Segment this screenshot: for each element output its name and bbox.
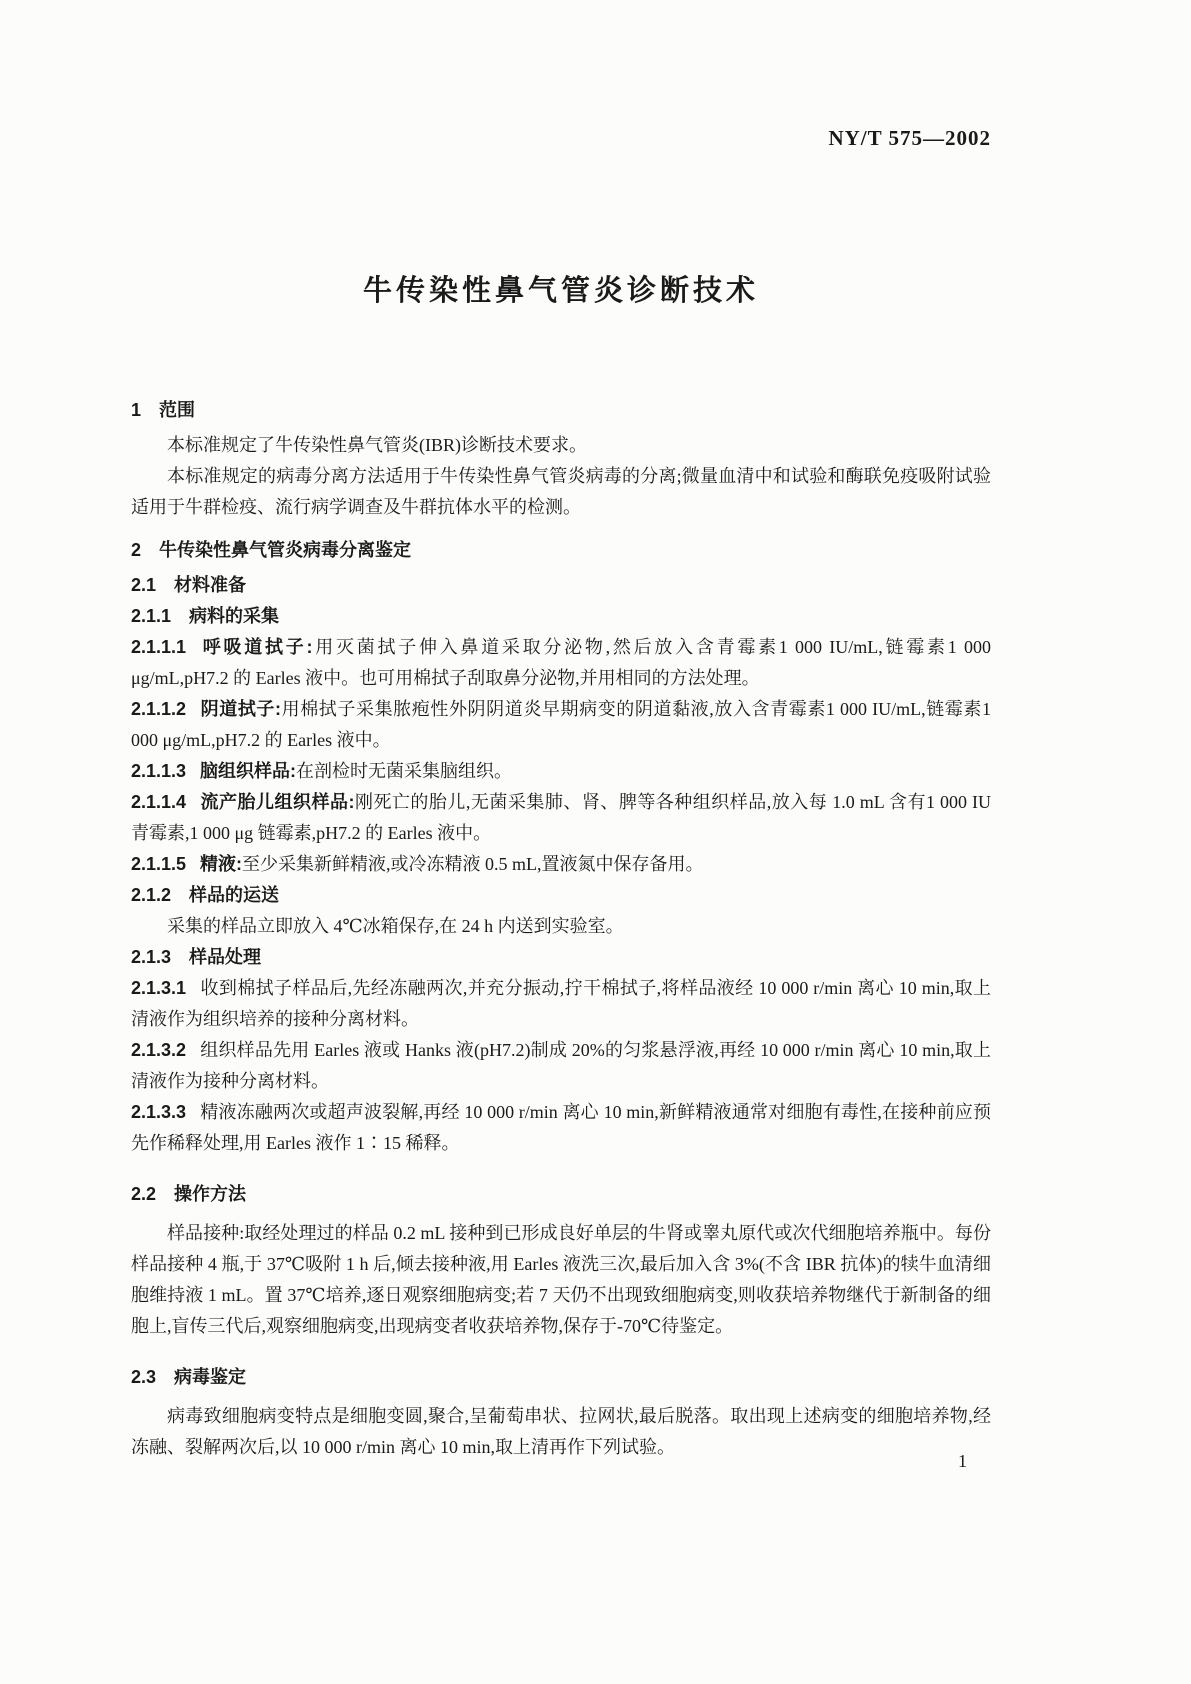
clause-paragraph-2-1-1-2 xyxy=(131,694,991,756)
clause-number: 1 xyxy=(131,400,142,420)
standard-number: NY/T 575—2002 xyxy=(828,126,991,150)
clause-heading-2-2 xyxy=(131,1179,991,1210)
clause-paragraph-2-1-3-1 xyxy=(131,973,991,1035)
clause-paragraph-2-1-1-1 xyxy=(131,632,991,694)
clause-title: 范围 xyxy=(159,400,196,420)
clause-number: 2.1.3.2 xyxy=(131,1040,187,1060)
clause-text: 至少采集新鲜精液,或冷冻精液 0.5 mL,置液氮中保存备用。 xyxy=(242,854,704,874)
clause-number: 2.1 xyxy=(131,575,157,595)
body-paragraph: 采集的样品立即放入 4℃冰箱保存,在 24 h 内送到实验室。 xyxy=(167,916,624,936)
clause-text: 刚死亡的胎儿,无菌采集肺、肾、脾等各种组织样品,放入每 1.0 mL 含有1 000 IU 青霉素,1 000 μg 链霉素,pH7.2 的 Earles 液中。 xyxy=(131,792,991,843)
clause-title: 病料的采集 xyxy=(189,606,280,626)
clause-text: 收到棉拭子样品后,先经冻融两次,并充分振动,拧干棉拭子,将样品液经 10 000 r/min 离心 10 min,取上清液作为组织培养的接种分离材料。 xyxy=(131,978,991,1029)
clause-paragraph-2-1-3-2 xyxy=(131,1035,991,1097)
body-paragraph: 本标准规定了牛传染性鼻气管炎(IBR)诊断技术要求。 xyxy=(167,435,587,455)
clause-text: 组织样品先用 Earles 液或 Hanks 液(pH7.2)制成 20%的匀浆悬浮液,再经 10 000 r/min 离心 10 min,取上清液作为接种分离材料。 xyxy=(131,1040,991,1091)
clause-text: 在剖检时无菌采集脑组织。 xyxy=(296,761,513,781)
clause-text: 精液冻融两次或超声波裂解,再经 10 000 r/min 离心 10 min,新鲜精液通常对细胞有毒性,在接种前应预先作稀释处理,用 Earles 液作 1∶15 稀释。 xyxy=(131,1102,991,1153)
clause-title: 病毒鉴定 xyxy=(174,1367,247,1387)
clause-text: 用棉拭子采集脓疱性外阴阴道炎早期病变的阴道黏液,放入含青霉素1 000 IU/mL,链霉素1 000 μg/mL,pH7.2 的 Earles 液中。 xyxy=(131,699,991,750)
clause-number: 2 xyxy=(131,540,142,560)
document-body xyxy=(131,395,991,1463)
clause-paragraph-2-1-3-3 xyxy=(131,1097,991,1159)
clause-heading-2 xyxy=(131,535,991,566)
clause-number: 2.1.1.2 xyxy=(131,699,187,719)
clause-number: 2.1.1.5 xyxy=(131,854,187,874)
clause-heading-2-1-1 xyxy=(131,601,991,632)
clause-title: 样品处理 xyxy=(189,947,262,967)
clause-heading-2-1-2 xyxy=(131,880,991,911)
clause-term: 流产胎儿组织样品: xyxy=(200,792,355,812)
clause-title: 操作方法 xyxy=(174,1184,247,1204)
clause-title: 样品的运送 xyxy=(189,885,280,905)
clause-number: 2.1.1.1 xyxy=(131,637,187,657)
clause-heading-2-1-3 xyxy=(131,942,991,973)
page-number: 1 xyxy=(958,1451,967,1471)
clause-number: 2.1.3.3 xyxy=(131,1102,187,1122)
clause-term: 呼吸道拭子: xyxy=(200,637,313,657)
clause-heading-2-3 xyxy=(131,1362,991,1393)
clause-number: 2.2 xyxy=(131,1184,157,1204)
clause-number: 2.1.1 xyxy=(131,606,172,626)
clause-text: 用灭菌拭子伸入鼻道采取分泌物,然后放入含青霉素1 000 IU/mL,链霉素1 000 μg/mL,pH7.2 的 Earles 液中。也可用棉拭子刮取鼻分泌物,并用相同的方法处理。 xyxy=(131,637,991,688)
clause-heading-2-1 xyxy=(131,570,991,601)
clause-paragraph-2-1-1-5 xyxy=(131,849,991,880)
clause-number: 2.1.2 xyxy=(131,885,172,905)
clause-number: 2.3 xyxy=(131,1367,157,1387)
body-paragraph: 样品接种:取经处理过的样品 0.2 mL 接种到已形成良好单层的牛肾或睾丸原代或次代细胞培养瓶中。每份样品接种 4 瓶,于 37℃吸附 1 h 后,倾去接种液,用 Earles 液洗三次,最后加入含 3%(不含 IBR 抗体)的犊牛血清细胞维持液 1 mL。置 37℃培养,逐日观察细胞病变;若 7 天仍不出现致细胞病变,则收获培养物继代于新制备的细胞上,盲传三代后,观察细胞病变,出现病变者收获培养物,保存于-70℃待鉴定。 xyxy=(131,1223,991,1336)
clause-number: 2.1.1.4 xyxy=(131,792,187,812)
clause-title: 牛传染性鼻气管炎病毒分离鉴定 xyxy=(159,540,412,560)
clause-term: 精液: xyxy=(200,854,243,874)
clause-paragraph-2-1-1-4 xyxy=(131,787,991,849)
clause-paragraph-2-1-1-3 xyxy=(131,756,991,787)
clause-number: 2.1.1.3 xyxy=(131,761,187,781)
clause-title: 材料准备 xyxy=(174,575,247,595)
clause-term: 脑组织样品: xyxy=(200,761,297,781)
body-paragraph: 本标准规定的病毒分离方法适用于牛传染性鼻气管炎病毒的分离;微量血清中和试验和酶联免疫吸附试验适用于牛群检疫、流行病学调查及牛群抗体水平的检测。 xyxy=(131,466,991,517)
document-title: 牛传染性鼻气管炎诊断技术 xyxy=(362,275,759,307)
body-paragraph: 病毒致细胞病变特点是细胞变圆,聚合,呈葡萄串状、拉网状,最后脱落。取出现上述病变的细胞培养物,经冻融、裂解两次后,以 10 000 r/min 离心 10 min,取上清再作下列试验。 xyxy=(131,1406,991,1457)
clause-number: 2.1.3.1 xyxy=(131,978,187,998)
clause-heading-1 xyxy=(131,395,991,426)
clause-term: 阴道拭子: xyxy=(200,699,282,719)
clause-number: 2.1.3 xyxy=(131,947,172,967)
